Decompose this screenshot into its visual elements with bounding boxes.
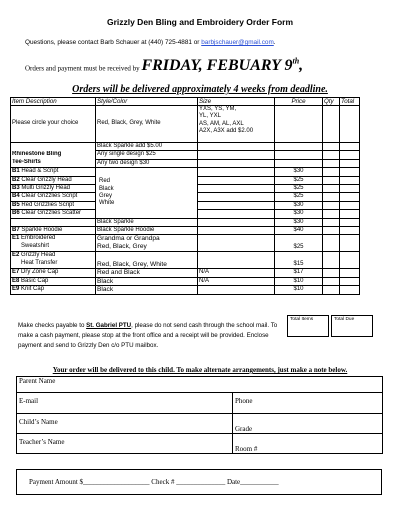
payment-box[interactable] [16, 469, 382, 495]
table-row [17, 377, 383, 393]
item-e2: E2 Grizzly Head Heat Transfer [11, 252, 96, 269]
order-table [10, 97, 360, 295]
item-e7: E7 Dry Zone Cap [11, 269, 96, 277]
item-b5: B5 Red Grizzlies Script [11, 201, 96, 209]
delivery-notice: Orders will be delivered approximately 4 weeks from deadline. [72, 84, 328, 95]
price-b3: $25 [275, 185, 323, 193]
style-b7: Black Sparkle Hoodie [96, 227, 198, 235]
contact-text: Questions, please contact Barb Schauer at (440) 725-4881 or [25, 39, 202, 46]
style-e1: Grandma or Grandpa Red, Black, Grey [96, 235, 198, 252]
contact-email-link[interactable]: barbjschauer@gmail.com [201, 39, 274, 46]
item-b3: B3 Multi Grizzly Head [11, 185, 96, 193]
table-row [11, 159, 360, 167]
total-cell[interactable] [340, 106, 360, 143]
price-b5: $30 [275, 201, 323, 209]
deadline-date: FRIDAY, FEBUARY 9th, [141, 57, 304, 75]
table-row [11, 277, 360, 285]
table-row [11, 235, 360, 252]
price-b4: $25 [275, 193, 323, 201]
table-row [17, 434, 383, 454]
price-cell[interactable] [275, 106, 323, 143]
header-size: Size [198, 98, 275, 106]
item-b7: B7 Sparkle Hoodie [11, 227, 96, 235]
rhinestone-heading: Rhinestone Bling [11, 151, 96, 159]
total-due-label: Total Due [334, 317, 355, 322]
table-row [11, 286, 360, 294]
table-row [11, 151, 360, 159]
table-row [17, 414, 383, 434]
item-e1: E1 Embroidered Sweatshirt [11, 235, 96, 252]
style-e7: Red and Black [96, 269, 198, 277]
item-b2: B2 Clear Grizzly Head [11, 176, 96, 184]
header-price: Price [275, 98, 323, 106]
header-item: Item Description [11, 98, 96, 106]
payee-name: St. Gabriel PTU [86, 322, 132, 329]
parent-name-field[interactable]: Parent Name [17, 377, 383, 393]
qty-cell[interactable] [323, 106, 340, 143]
item-b1: B1 Head & Script [11, 168, 96, 176]
circle-choice-label: Please circle your choice [11, 106, 96, 143]
total-due-box[interactable] [331, 315, 373, 337]
style-e9: Black [96, 286, 198, 294]
header-total: Total [340, 98, 360, 106]
deadline-label: Orders and payment must be received by [25, 64, 142, 73]
table-row [11, 168, 360, 176]
item-b6: B6 Clear Grizzlies Scatter [11, 210, 96, 218]
contact-info-table [16, 376, 383, 454]
total-items-label: Total Items [290, 317, 314, 322]
email-field[interactable]: E-mail [17, 393, 233, 414]
black-sparkle: Black Sparkle [96, 218, 198, 226]
phone-field[interactable]: Phone [233, 393, 383, 414]
teachers-name-field[interactable]: Teacher’s Name [17, 434, 233, 454]
table-row [17, 393, 383, 414]
table-row [11, 269, 360, 277]
item-e9: E9 Knit Cap [11, 286, 96, 294]
deadline-line [25, 57, 303, 75]
single-design: Any single design $25 [96, 151, 198, 159]
price-e9: $10 [275, 286, 323, 294]
table-row [11, 143, 360, 151]
table-row [11, 227, 360, 235]
contact-text-end: . [273, 39, 276, 46]
form-title: Grizzly Den Bling and Embroidery Order Form [106, 17, 294, 27]
delivery-arrangement-note: Your order will be delivered to this child. To make alternate arrangements, just make a note below. [52, 366, 348, 374]
item-b4: B4 Clear Grizzlies Script [11, 193, 96, 201]
payment-instructions: Make checks payable to St. Gabriel PTU, please do not send cash through the school mail. To make a cash payment, please stop at the front office and a receipt will be provided. Enclose payment and send to Grizzly Den c/o PTU mailbox. [18, 322, 278, 349]
size-e8: N/A [198, 277, 275, 285]
size-e7: N/A [198, 269, 275, 277]
tee-colors: Red Black Grey White [96, 168, 198, 218]
price-b1: $30 [275, 168, 323, 176]
style-e8: Black [96, 277, 198, 285]
price-e8: $10 [275, 277, 323, 285]
total-items-box[interactable] [287, 315, 329, 337]
grade-field[interactable]: Grade [233, 414, 383, 434]
price-e2: $15 [275, 252, 323, 269]
contact-line [25, 39, 276, 46]
header-qty: Qty [323, 98, 340, 106]
header-style: Style/Color [96, 98, 198, 106]
sizes-cell: YXS, YS, YM, YL, YXL AS, AM, AL, AXL A2X, A3X add $2.00 [198, 106, 275, 143]
payment-line: Payment Amount $___________________ Check # ______________ Date___________ [29, 478, 279, 486]
price-b2: $25 [275, 176, 323, 184]
tee-heading: Tee-Shirts [11, 159, 96, 167]
price-b7: $40 [275, 227, 323, 235]
table-row [11, 218, 360, 226]
price-e1: $25 [275, 235, 323, 252]
black-sparkle-add: Black Sparkle add $5.00 [96, 143, 198, 151]
table-row [11, 252, 360, 269]
price-black-sparkle: $30 [275, 218, 323, 226]
style-colors: Red, Black, Grey, White [96, 106, 198, 143]
room-field[interactable]: Room # [233, 434, 383, 454]
two-design: Any two design $30 [96, 159, 198, 167]
table-header-row [11, 98, 360, 106]
style-e2: Red, Black, Grey, White [96, 252, 198, 269]
table-row [11, 106, 360, 143]
childs-name-field[interactable]: Child’s Name [17, 414, 233, 434]
item-e8: E8 Basic Cap [11, 277, 96, 285]
price-e7: $17 [275, 269, 323, 277]
price-b6: $30 [275, 210, 323, 218]
